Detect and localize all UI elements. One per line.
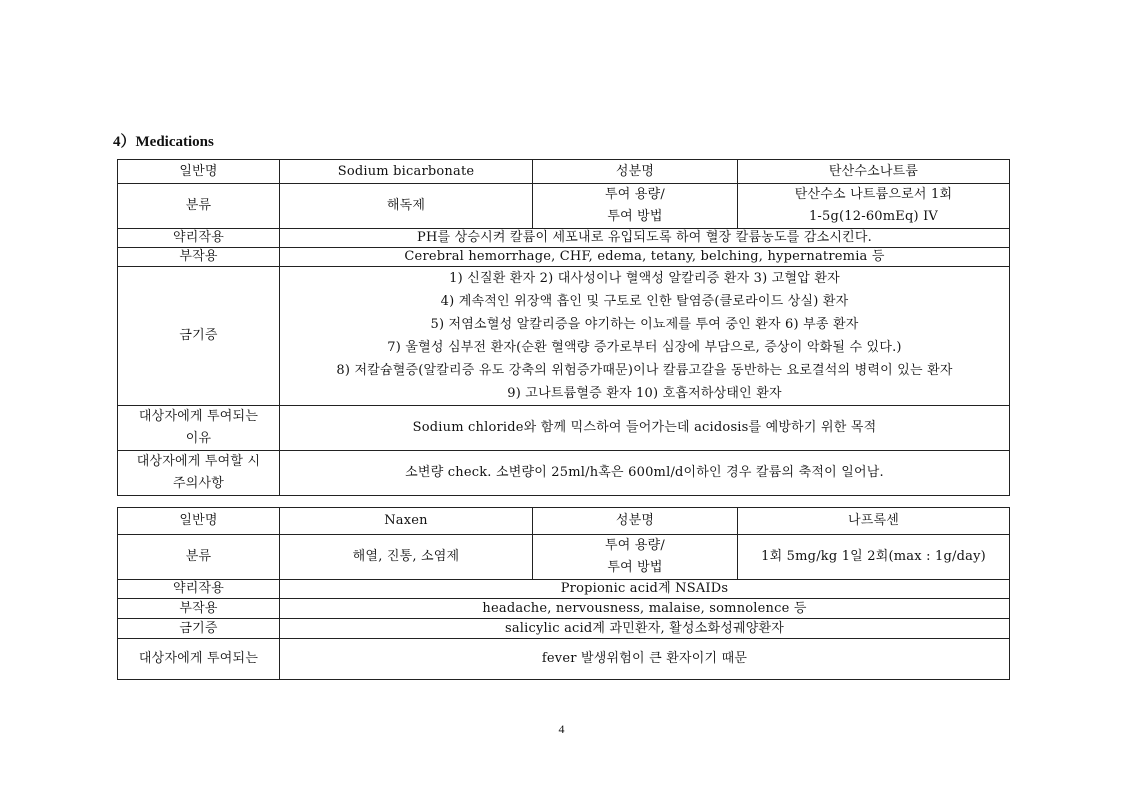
classification-value: 해독제 <box>280 184 533 229</box>
reason-label <box>118 406 280 451</box>
reason-label-line: 이유 <box>185 431 212 446</box>
page-number: 4 <box>558 722 565 736</box>
table-row <box>118 267 1010 406</box>
reason-value: Sodium chloride와 함께 믹스하여 들어가는데 acidosis를 예방하기 위한 목적 <box>280 406 1010 451</box>
contraindication-line: 5) 저염소혈성 알칼리증을 야기하는 이뇨제를 투여 중인 환자 6) 부종 환자 <box>430 317 859 332</box>
contraindication-line: 8) 저칼슘혈증(알칼리증 유도 강축의 위험증가때문)이나 칼륨고갈을 동반하는 요로결석의 병력이 있는 환자 <box>336 363 953 378</box>
caution-label <box>118 451 280 496</box>
table-row <box>118 639 1010 680</box>
medication-table-naxen <box>117 507 1010 680</box>
table-row <box>118 248 1010 267</box>
caution-value: 소변량 check. 소변량이 25ml/h혹은 600ml/d이하인 경우 칼륨의 축적이 일어남. <box>280 451 1010 496</box>
dose-label <box>533 184 738 229</box>
dose-value <box>738 184 1010 229</box>
dose-value: 1회 5mg/kg 1일 2회(max : 1g/day) <box>738 535 1010 580</box>
table-row <box>118 535 1010 580</box>
table-row <box>118 160 1010 184</box>
contraindications-value <box>280 267 1010 406</box>
ingredient-name-value: 나프록센 <box>738 508 1010 535</box>
pharmacology-label: 약리작용 <box>118 229 280 248</box>
table-row <box>118 406 1010 451</box>
pharmacology-label: 약리작용 <box>118 580 280 599</box>
classification-value: 해열, 진통, 소염제 <box>280 535 533 580</box>
side-effects-label: 부작용 <box>118 248 280 267</box>
contraindication-line: 7) 울혈성 심부전 환자(순환 혈액량 증가로부터 심장에 부담으로, 증상이 악화될 수 있다.) <box>387 340 902 355</box>
table-row <box>118 229 1010 248</box>
pharmacology-value: PH를 상승시켜 칼륨이 세포내로 유입되도록 하여 혈장 칼륨농도를 감소시킨다. <box>280 229 1010 248</box>
contraindications-label: 금기증 <box>118 267 280 406</box>
reason-label: 대상자에게 투여되는 <box>118 639 280 680</box>
table-row <box>118 619 1010 639</box>
side-effects-value: headache, nervousness, malaise, somnolence 등 <box>280 599 1010 619</box>
dose-label-line: 투여 용량/ <box>605 538 665 553</box>
pharmacology-value: Propionic acid계 NSAIDs <box>280 580 1010 599</box>
caution-label-line: 대상자에게 투여할 시 <box>136 454 261 469</box>
classification-label: 분류 <box>118 184 280 229</box>
dose-label <box>533 535 738 580</box>
dose-value-line: 탄산수소 나트륨으로서 1회 <box>794 187 953 202</box>
classification-label: 분류 <box>118 535 280 580</box>
contraindications-label: 금기증 <box>118 619 280 639</box>
dose-value-line: 1-5g(12-60mEq) IV <box>808 209 939 224</box>
table-row <box>118 184 1010 229</box>
dose-label-line: 투여 방법 <box>607 209 663 224</box>
section-heading: 4）Medications <box>113 134 214 150</box>
generic-name-label: 일반명 <box>118 508 280 535</box>
contraindication-line: 4) 계속적인 위장액 흡인 및 구토로 인한 탈염증(클로라이드 상실) 환자 <box>440 294 849 309</box>
caution-label-line: 주의사항 <box>172 476 225 491</box>
reason-label-line: 대상자에게 투여되는 <box>138 409 259 424</box>
medication-table-sodium-bicarbonate <box>117 159 1010 496</box>
ingredient-name-label: 성분명 <box>533 508 738 535</box>
dose-label-line: 투여 방법 <box>607 560 663 575</box>
side-effects-label: 부작용 <box>118 599 280 619</box>
generic-name-value: Naxen <box>280 508 533 535</box>
generic-name-value: Sodium bicarbonate <box>280 160 533 184</box>
side-effects-value: Cerebral hemorrhage, CHF, edema, tetany, belching, hypernatremia 등 <box>280 248 1010 267</box>
ingredient-name-label: 성분명 <box>533 160 738 184</box>
table-row <box>118 599 1010 619</box>
contraindication-line: 9) 고나트륨혈증 환자 10) 호흡저하상태인 환자 <box>507 386 782 401</box>
table-row <box>118 508 1010 535</box>
dose-label-line: 투여 용량/ <box>605 187 665 202</box>
contraindications-value: salicylic acid계 과민환자, 활성소화성궤양환자 <box>280 619 1010 639</box>
table-row <box>118 580 1010 599</box>
ingredient-name-value: 탄산수소나트륨 <box>738 160 1010 184</box>
generic-name-label: 일반명 <box>118 160 280 184</box>
contraindication-line: 1) 신질환 환자 2) 대사성이나 혈액성 알칼리증 환자 3) 고혈압 환자 <box>449 271 840 286</box>
reason-value: fever 발생위험이 큰 환자이기 때문 <box>280 639 1010 680</box>
table-row <box>118 451 1010 496</box>
